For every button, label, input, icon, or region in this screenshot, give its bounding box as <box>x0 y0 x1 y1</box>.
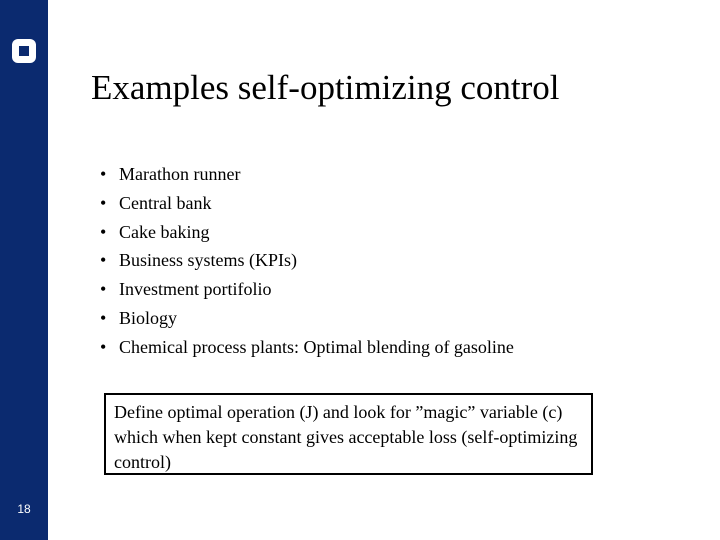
bullet-icon: • <box>100 192 107 213</box>
bullet-text: Central bank <box>119 192 212 213</box>
bullet-icon: • <box>100 221 107 242</box>
bullet-icon: • <box>100 307 107 328</box>
bullet-text: Cake baking <box>119 221 210 242</box>
bullet-text: Investment portifolio <box>119 279 272 300</box>
ntnu-logo <box>0 34 48 184</box>
bullet-icon: • <box>100 250 107 271</box>
sidebar <box>0 0 48 540</box>
bullet-icon: • <box>100 164 107 184</box>
bullet-text: Business systems (KPIs) <box>119 250 298 271</box>
bullet-text: Chemical process plants: Optimal blending of gasoline <box>119 336 514 357</box>
bullet-icon: • <box>100 336 107 357</box>
callout-box <box>104 393 593 475</box>
bullet-icon: • <box>100 279 107 300</box>
page-number: 18 <box>17 502 31 516</box>
bullet-text: Marathon runner <box>119 164 241 184</box>
bullet-text: Biology <box>119 307 178 328</box>
slide-title: Examples self-optimizing control <box>91 68 560 107</box>
ntnu-logo-mark <box>12 39 36 63</box>
callout-text: Define optimal operation (J) and look for ”magic” variable (c) which when kept constant gives acceptable loss (self-optimizing control) <box>114 402 578 472</box>
